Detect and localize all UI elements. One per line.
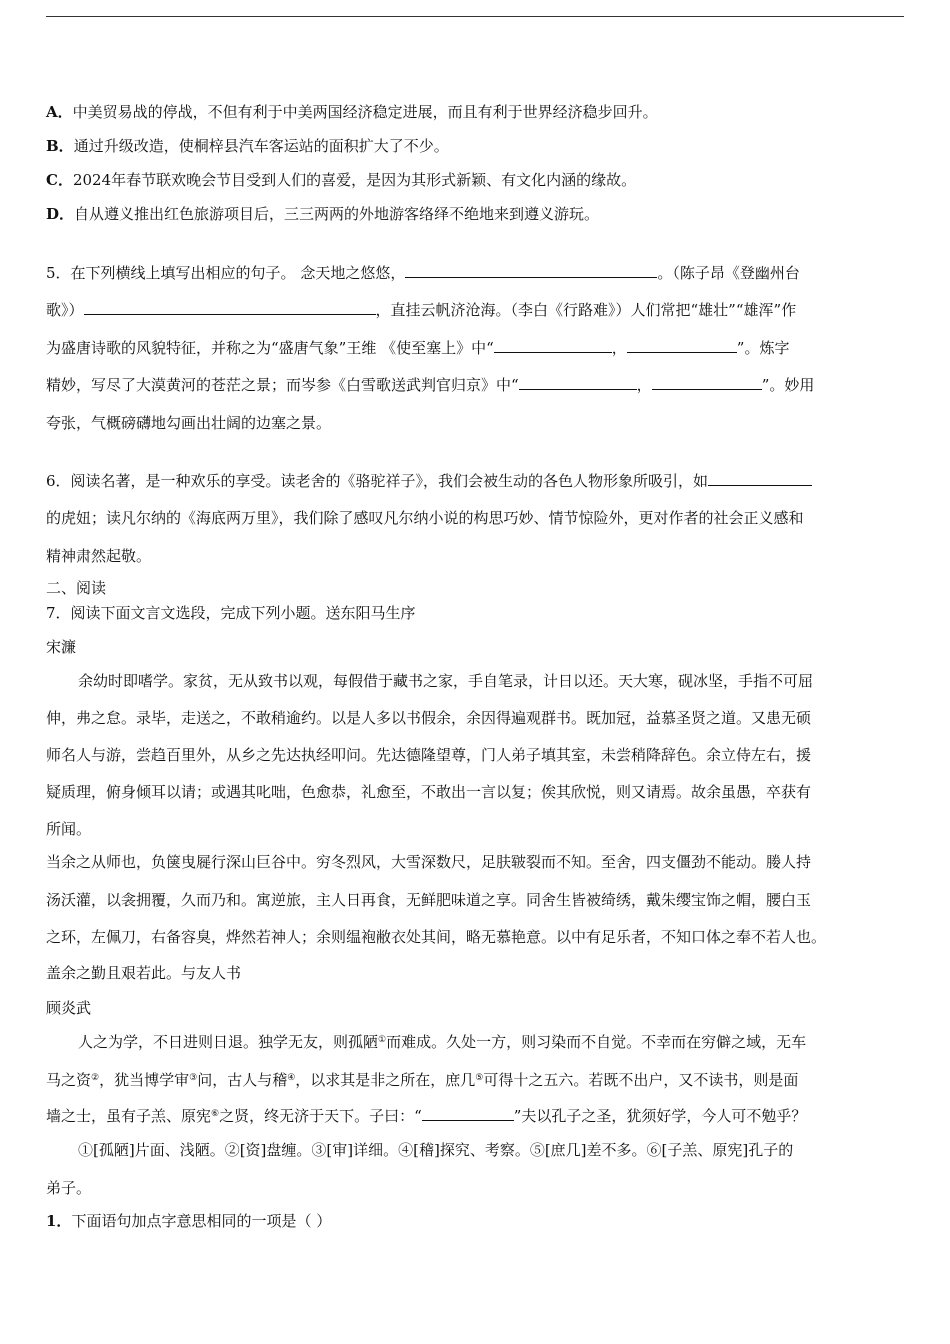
q5-text: ， (611, 339, 627, 357)
answer-blank[interactable] (652, 375, 762, 390)
section-heading: 二、阅读 (46, 579, 107, 597)
option-letter: B． (46, 137, 74, 155)
answer-blank[interactable] (627, 338, 737, 353)
header-rule (46, 16, 904, 17)
q5-text: 为盛唐诗歌的风貌特征，并称之为“盛唐气象”王维 《使至塞上》中“ (46, 339, 494, 357)
passage-line: 当余之从师也，负箧曳屣行深山巨谷中。穷冬烈风，大雪深数尺，足肤皲裂而不知。至舍，四支僵劲不能动。媵人持 (46, 853, 812, 871)
option-text: 通过升级改造，使桐梓县汽车客运站的面积扩大了不少。 (73, 137, 449, 155)
sub-question-number: 1． (46, 1212, 72, 1230)
q6-text: 6．阅读名著，是一种欢乐的享受。读老舍的《骆驼祥子》，我们会被生动的各色人物形象所吸引，如 (46, 472, 709, 490)
q5-line-4 (46, 375, 814, 395)
passage-text: 马之资 (46, 1071, 92, 1089)
passage-title: 送东阳马生序 (325, 604, 416, 622)
passage-text: 而难成。久处一方，则习染而不自觉。不幸而在穷僻之域，无车 (386, 1033, 807, 1051)
passage-line: 伸，弗之怠。录毕，走送之，不敢稍逾约。以是人多以书假余，余因得遍观群书。既加冠，益慕圣贤之道。又患无硕 (46, 709, 812, 727)
passage-text: 人之为学，不日进则日退。独学无友，则孤陋 (78, 1033, 379, 1051)
q5-text: ”。炼字 (736, 339, 790, 357)
footnote-mark: ① (378, 1035, 387, 1045)
q5-line-1 (46, 263, 800, 283)
sub-question-1 (46, 1211, 331, 1231)
q6-line-1 (46, 471, 812, 491)
passage-line: 之环，左佩刀，右备容臭，烨然若神人；余则缊袍敝衣处其间，略无慕艳意。以中有足乐者，不知口体之奉不若人也。 (46, 928, 827, 946)
option-letter: A． (46, 103, 73, 121)
q7-intro-text: 7．阅读下面文言文选段，完成下列小题。 (46, 604, 326, 622)
answer-blank[interactable] (519, 375, 637, 390)
answer-blank[interactable] (405, 263, 657, 278)
option-letter: C． (46, 171, 73, 189)
passage-author: 宋濂 (46, 638, 77, 656)
q5-line-3 (46, 338, 789, 358)
passage-text: 墙之士，虽有子羔、原宪 (46, 1107, 212, 1125)
answer-blank[interactable] (422, 1106, 514, 1121)
option-letter: D． (46, 205, 75, 223)
option-text: 自从遵义推出红色旅游项目后，三三两两的外地游客络绎不绝地来到遵义游玩。 (74, 205, 600, 223)
passage-text: ，犹当博学审 (99, 1071, 190, 1089)
passage-line: 汤沃灌，以衾拥覆，久而乃和。寓逆旅，主人日再食，无鲜肥味道之享。同舍生皆被绮绣，戴朱缨宝饰之帽，腰白玉 (46, 891, 812, 909)
q5-line-5: 夸张，气概磅礴地勾画出壮阔的边塞之景。 (46, 414, 332, 432)
footnotes-line: 弟子。 (46, 1179, 92, 1197)
footnote-mark: ④ (287, 1073, 296, 1083)
footnote-mark: ② (91, 1073, 100, 1083)
q5-text: 。（陈子昂《登幽州台 (657, 264, 800, 282)
passage-line (46, 1070, 798, 1090)
footnote-mark: ③ (189, 1073, 198, 1083)
answer-blank[interactable] (708, 471, 812, 486)
passage-line: 疑质理，俯身倾耳以请；或遇其叱咄，色愈恭，礼愈至，不敢出一言以复；俟其欣悦，则又请焉。故余虽愚，卒获有 (46, 783, 812, 801)
passage-text: 之贤，终无济于天下。子曰：“ (219, 1107, 422, 1125)
sub-question-text: 下面语句加点字意思相同的一项是（ ） (71, 1212, 332, 1230)
passage-text: ，以求其是非之所在，庶几 (295, 1071, 476, 1089)
passage-line: 师名人与游，尝趋百里外，从乡之先达执经叩问。先达德隆望尊，门人弟子填其室，未尝稍降辞色。余立侍左右，援 (46, 746, 812, 764)
footnotes-line: ①[孤陋]片面、浅陋。②[资]盘缠。③[审]详细。④[稽]探究、考察。⑤[庶几]差不多。⑥[子羔、原宪]孔子的 (78, 1141, 794, 1159)
passage-line: 所闻。 (46, 820, 92, 838)
passage-line (78, 1032, 806, 1052)
answer-blank[interactable] (494, 338, 612, 353)
answer-blank[interactable] (84, 300, 376, 315)
q5-line-2 (46, 300, 796, 320)
q5-text: ， (636, 376, 652, 394)
q5-text: 精妙，写尽了大漠黄河的苍茫之景；而岑参《白雪歌送武判官归京》中“ (46, 376, 519, 394)
option-d (46, 204, 599, 224)
passage-text: 盖余之勤且艰若此。 (46, 964, 182, 982)
passage-line (46, 1106, 806, 1126)
q5-text: 5．在下列横线上填写出相应的句子。 念天地之悠悠， (46, 264, 406, 282)
footnote-mark: ⑤ (475, 1073, 484, 1083)
option-text: 中美贸易战的停战，不但有利于中美两国经济稳定进展，而且有利于世界经济稳步回升。 (72, 103, 658, 121)
q6-line-3: 精神肃然起敬。 (46, 547, 152, 565)
passage-line: 余幼时即嗜学。家贫，无从致书以观，每假借于藏书之家，手自笔录，计日以还。天大寒，砚冰坚，手指不可屈 (78, 672, 814, 690)
passage-text: 问，古人与稽 (197, 1071, 288, 1089)
passage-text: 可得十之五六。若既不出户，又不读书，则是面 (483, 1071, 799, 1089)
option-c (46, 170, 636, 190)
option-text: 2024年春节联欢晚会节目受到人们的喜爱，是因为其形式新颖、有文化内涵的缘故。 (72, 171, 637, 189)
q6-line-2: 的虎妞；读凡尔纳的《海底两万里》，我们除了感叹凡尔纳小说的构思巧妙、情节惊险外，更对作者的社会正义感和 (46, 509, 804, 527)
q5-text: 歌》） (46, 301, 84, 319)
option-b (46, 136, 449, 156)
q5-text: ，直挂云帆济沧海。（李白《行路难》）人们常把“雄壮”“雄浑”作 (375, 301, 797, 319)
option-a (46, 102, 658, 122)
passage-line (46, 963, 241, 983)
passage-text: ”夫以孔子之圣，犹须好学，今人可不勉乎？ (513, 1107, 807, 1125)
footnote-mark: ⑥ (211, 1109, 220, 1119)
passage-author: 顾炎武 (46, 999, 92, 1017)
q7-intro (46, 603, 416, 623)
passage-title: 与友人书 (181, 964, 242, 982)
q5-text: ”。妙用 (761, 376, 815, 394)
